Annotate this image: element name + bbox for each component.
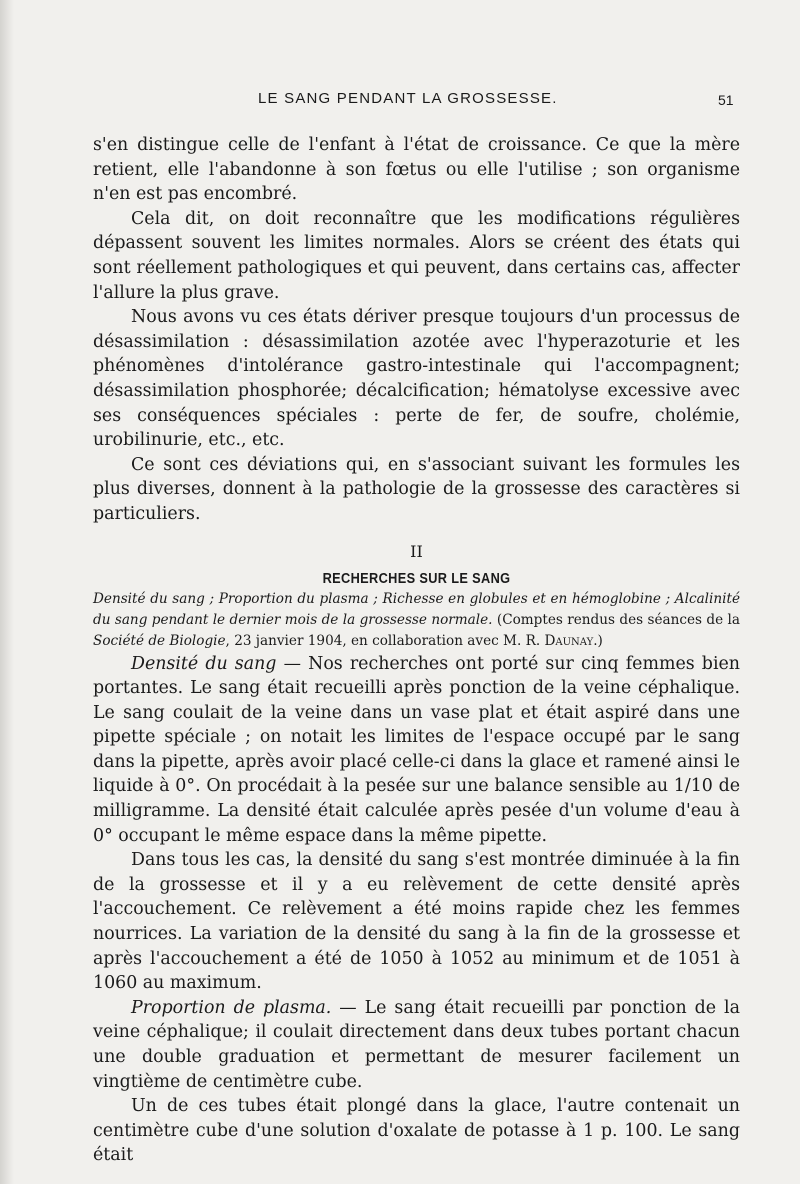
paragraph: s'en distingue celle de l'enfant à l'état de croissance. Ce que la mère retient, elle l'abandonne à son fœtus ou elle l'utilise ; son organisme n'en est pas encombré. bbox=[93, 135, 740, 205]
density-text: — Nos recherches ont porté sur cinq femmes bien portantes. Le sang était recueilli après ponction de la veine céphalique. Le sang coulait de la veine dans un vase plat et était aspiré dans une pipette spéciale ; on notait les limites de l'espace occupé par le sang dans la pipette, après avoir placé celle-ci dans la glace et ramené ainsi le liquide à 0°. On procédait à la pesée sur une balance sensible au 1/10 de milligramme. La densité était calculée après pesée d'un volume d'eau à 0° occupant le même espace dans la même pipette. bbox=[93, 653, 740, 846]
abstract-society: Société de Biologie bbox=[93, 632, 226, 649]
abstract-citation: (Comptes rendus des séances de la bbox=[492, 611, 741, 628]
density-subhead: Densité du sang bbox=[131, 653, 277, 674]
paragraph: Dans tous les cas, la densité du sang s'est montrée diminuée à la fin de la grossesse et il y a eu relèvement de cette densité après l'accouchement. Ce relèvement a été moins rapide chez les femmes nourrices. La variation de la densité du sang à la fin de la grossesse et après l'accouchement a été de 1050 à 1052 au minimum et de 1051 à 1060 au maximum. bbox=[93, 850, 740, 994]
page-number: 51 bbox=[718, 92, 734, 108]
paragraph: Ce sont ces déviations qui, en s'associant suivant les formules les plus diverses, donnent à la pathologie de la grossesse des caractères si particuliers. bbox=[93, 454, 740, 524]
abstract-author: Daunay bbox=[544, 632, 594, 649]
paragraph-density bbox=[93, 652, 740, 849]
plasma-text: — Le sang était recueilli par ponction de la veine céphalique; il coulait directement dans deux tubes portant chacun une double graduation et permettant de mesurer facilement un vingtième de centimètre cube. bbox=[93, 997, 740, 1092]
body-text bbox=[93, 133, 740, 1168]
running-header bbox=[0, 90, 800, 112]
paragraph: Cela dit, on doit reconnaître que les modifications régulières dépassent souvent les limites normales. Alors se créent des états qui sont réellement pathologiques et qui peuvent, dans certains cas, affecter l'allure la plus grave. bbox=[93, 208, 740, 303]
section-abstract bbox=[93, 589, 740, 652]
abstract-topics: Densité du sang ; Proportion du plasma ; Richesse en globules et en hémoglobine ; Alcalinité du sang pendant le dernier mois de la grossesse normale. bbox=[93, 590, 740, 628]
paragraph: Nous avons vu ces états dériver presque toujours d'un processus de désassimilation : désassimilation azotée avec l'hyperazoturie et les phénomènes d'intolérance gastro-intestinale qui l'accompagnent; désassimilation phosphorée; décalcification; hématolyse excessive avec ses conséquences spéciales : perte de fer, de soufre, cholémie, urobilinurie, etc., etc. bbox=[93, 307, 740, 451]
abstract-date: , 23 janvier 1904, en collaboration avec M. R. bbox=[225, 632, 545, 649]
abstract-close: .) bbox=[593, 632, 603, 649]
running-title: LE SANG PENDANT LA GROSSESSE. bbox=[258, 90, 558, 107]
section-number: II bbox=[410, 541, 423, 561]
plasma-subhead: Proportion de plasma. bbox=[131, 997, 332, 1018]
section-title: RECHERCHES SUR LE SANG bbox=[322, 570, 511, 587]
paragraph-plasma bbox=[93, 996, 740, 1094]
paragraph: Un de ces tubes était plongé dans la glace, l'autre contenait un centimètre cube d'une solution d'oxalate de potasse à 1 p. 100. Le sang était bbox=[93, 1096, 740, 1166]
